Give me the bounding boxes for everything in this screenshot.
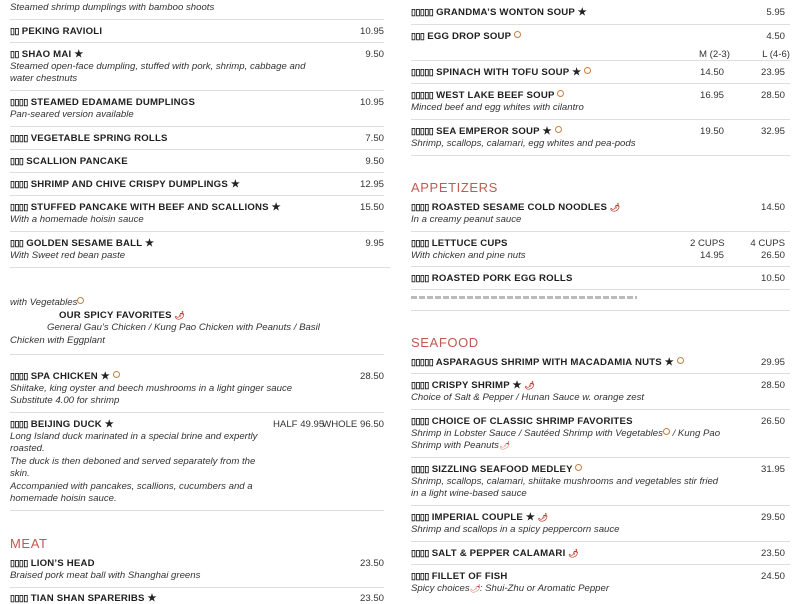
section-title-seafood: SEAFOOD [411,335,479,350]
item-description: Spicy choices🌶: Shui-Zhu or Aromatic Pepper [411,583,610,594]
menu-item-spa-chicken: ▯▯▯▯ SPA CHICKEN ★ [10,371,120,382]
divider [411,231,790,232]
item-description: Steamed open-face dumpling, stuffed with pork, shrimp, cabbage and water chestnuts [10,61,306,85]
price-medium: 16.95 [700,90,725,101]
chili-icon: 🌶 [174,311,185,320]
price-whole: WHOLE 96.50 [322,419,384,430]
star-icon: ★ [572,67,582,78]
star-icon: ★ [145,238,155,249]
divider [411,541,790,542]
chili-icon: 🌶 [498,441,510,450]
menu-item-sesame-cold-noodles: ▯▯▯▯ ROASTED SESAME COLD NOODLES 🌶 [411,202,621,213]
item-description: Braised pork meat ball with Shanghai greens [10,570,201,581]
item-description: Shrimp, scallops, calamari, shiitake mushrooms and vegetables stir fried in a light wine-based sauce [411,476,719,500]
divider [10,510,384,511]
item-price: 12.95 [359,179,384,190]
chili-icon: 🌶 [537,513,549,522]
menu-item-salt-pepper-calamari: ▯▯▯▯ SALT & PEPPER CALAMARI 🌶 [411,548,579,559]
price-large: 23.95 [760,67,785,78]
menu-item-peking-ravioli: ▯▯ PEKING RAVIOLI [10,26,103,37]
divider [10,149,384,150]
vegetarian-icon [514,31,521,38]
item-price: 9.95 [365,238,384,249]
size-header-medium: M (2-3) [699,49,730,60]
star-icon: ★ [74,49,84,60]
chili-icon: 🌶 [469,584,480,593]
section-title-meat: MEAT [10,536,48,551]
star-icon: ★ [271,202,281,213]
star-icon: ★ [100,371,110,382]
item-price: 4.50 [766,31,785,42]
star-icon: ★ [525,512,536,523]
star-icon: ★ [230,179,240,190]
menu-item-classic-shrimp-favorites: ▯▯▯▯ CHOICE OF CLASSIC SHRIMP FAVORITES [411,416,633,427]
menu-item-scallion-pancake: ▯▯▯ SCALLION PANCAKE [10,156,128,167]
vegetarian-icon [584,67,591,74]
chili-icon: 🌶 [524,381,535,390]
divider [10,172,384,173]
item-price: 31.95 [760,464,785,475]
vegetarian-icon [663,428,670,435]
item-price: 10.95 [359,97,384,108]
divider [10,587,384,588]
divider [411,60,790,61]
chili-icon: 🌶 [610,203,621,212]
item-description: Shiitake, king oyster and beech mushrooms in a light ginger sauce [10,383,293,394]
divider [411,289,790,290]
section-title-appetizers: APPETIZERS [411,180,498,195]
star-icon: ★ [577,7,587,18]
item-description: Choice of Salt & Pepper / Hunan Sauce w. orange zest [411,392,645,403]
item-price: 26.50 [760,416,785,427]
item-description: The duck is then deboned and served separately from the skin. [10,456,256,480]
cups-header-four: 4 CUPS [750,238,785,249]
price-half: HALF 49.95 [273,419,325,430]
menu-item-spinach-tofu-soup: ▯▯▯▯▯ SPINACH WITH TOFU SOUP ★ [411,67,591,78]
vegetarian-icon [77,297,84,304]
item-price: 10.95 [359,26,384,37]
menu-item-stuffed-pancake: ▯▯▯▯ STUFFED PANCAKE WITH BEEF AND SCALLIONS ★ [10,202,281,213]
star-icon: ★ [664,357,674,368]
menu-item-asparagus-shrimp: ▯▯▯▯▯ ASPARAGUS SHRIMP WITH MACADAMIA NUTS ★ [411,357,684,368]
menu-item-crispy-shrimp: ▯▯▯▯ CRISPY SHRIMP ★ 🌶 [411,380,535,391]
item-description: Substitute 4.00 for shrimp [10,395,120,406]
divider [10,231,384,232]
chili-icon: 🌶 [568,549,579,558]
divider [10,195,384,196]
item-description: Shrimp and scallops in a spicy peppercorn sauce [411,524,620,535]
item-price: 15.50 [359,202,384,213]
price-medium: 19.50 [700,126,725,137]
spicy-favorites-title: OUR SPICY FAVORITES 🌶 [59,310,185,321]
divider [411,24,790,25]
menu-item-spareribs: ▯▯▯▯ TIAN SHAN SPARERIBS ★ [10,593,157,604]
menu-item-shao-mai: ▯▯ SHAO MAI ★ [10,49,84,60]
item-price: 29.50 [760,512,785,523]
menu-item-imperial-couple: ▯▯▯▯ IMPERIAL COUPLE ★ 🌶 [411,512,549,523]
menu-item-golden-sesame-ball: ▯▯▯ GOLDEN SESAME BALL ★ [10,238,155,249]
item-description: Chicken with Eggplant [10,335,105,346]
item-price: 24.50 [760,571,785,582]
item-price: 23.50 [359,593,384,604]
vegetarian-icon [113,371,120,378]
divider [411,266,790,267]
divider [411,409,790,410]
menu-item-vegetable-spring-rolls: ▯▯▯▯ VEGETABLE SPRING ROLLS [10,133,168,144]
item-description: Long Island duck marinated in a special brine and expertly roasted. [10,431,258,455]
item-price: 28.50 [760,380,785,391]
star-icon: ★ [542,126,552,137]
item-price: 23.50 [359,558,384,569]
menu-item-west-lake-beef-soup: ▯▯▯▯▯ WEST LAKE BEEF SOUP [411,90,564,101]
vegetarian-icon [677,357,684,364]
divider [10,354,384,355]
item-price: 28.50 [359,371,384,382]
menu-item-shrimp-chive-dumplings: ▯▯▯▯ SHRIMP AND CHIVE CRISPY DUMPLINGS ★ [10,179,240,190]
divider [411,457,790,458]
vegetarian-icon [555,126,562,133]
item-description: General Gau’s Chicken / Kung Pao Chicken with Peanuts / Basil [47,322,320,333]
item-price: 9.50 [365,49,384,60]
divider [10,267,390,268]
divider [411,564,790,565]
menu-item-sizzling-seafood-medley: ▯▯▯▯ SIZZLING SEAFOOD MEDLEY [411,464,582,475]
item-description: With a homemade hoisin sauce [10,214,144,225]
price-two-cups: 14.95 [700,250,725,261]
item-price: 5.95 [766,7,785,18]
item-description-fragment: with Vegetables [10,297,84,309]
divider [10,90,384,91]
item-description: Steamed shrimp dumplings with bamboo shoots [10,2,215,13]
divider [411,155,790,156]
menu-item-wonton-soup: ▯▯▯▯▯ GRANDMA’S WONTON SOUP ★ [411,7,587,18]
menu-item-steamed-edamame-dumplings: ▯▯▯▯ STEAMED EDAMAME DUMPLINGS [10,97,196,108]
item-description: Minced beef and egg whites with cilantro [411,102,584,113]
divider [10,412,384,413]
cut-off-row [411,296,637,299]
divider [10,42,384,43]
price-four-cups: 26.50 [760,250,785,261]
item-description: Shrimp with Peanuts🌶 [411,440,510,451]
item-price: 10.50 [760,273,785,284]
menu-item-lettuce-cups: ▯▯▯▯ LETTUCE CUPS [411,238,508,249]
item-description: Accompanied with pancakes, scallions, cucumbers and a homemade hoisin sauce. [10,481,253,505]
divider [411,310,790,311]
menu-item-pork-egg-rolls: ▯▯▯▯ ROASTED PORK EGG ROLLS [411,273,573,284]
item-description: With Sweet red bean paste [10,250,126,261]
star-icon: ★ [104,419,114,430]
menu-item-beijing-duck: ▯▯▯▯ BEIJING DUCK ★ [10,419,114,430]
size-header-large: L (4-6) [762,49,790,60]
price-large: 32.95 [760,126,785,137]
menu-item-fillet-of-fish: ▯▯▯▯ FILLET OF FISH [411,571,508,582]
menu-item-egg-drop-soup: ▯▯▯ EGG DROP SOUP [411,31,521,42]
vegetarian-icon [557,90,564,97]
menu-item-sea-emperor-soup: ▯▯▯▯▯ SEA EMPEROR SOUP ★ [411,126,562,137]
divider [10,126,384,127]
item-price: 7.50 [365,133,384,144]
star-icon: ★ [512,380,522,391]
divider [411,83,790,84]
item-price: 23.50 [760,548,785,559]
item-price: 14.50 [760,202,785,213]
item-price: 29.95 [760,357,785,368]
item-description: Pan-seared version available [10,109,134,120]
item-description: Shrimp, scallops, calamari, egg whites and pea-pods [411,138,636,149]
vegetarian-icon [575,464,582,471]
price-large: 28.50 [760,90,785,101]
divider [411,505,790,506]
menu-item-lions-head: ▯▯▯▯ LION’S HEAD [10,558,95,569]
price-medium: 14.50 [700,67,725,78]
item-description: In a creamy peanut sauce [411,214,522,225]
item-description: Shrimp in Lobster Sauce / Sautéed Shrimp with Vegetables / Kung Pao [411,428,721,439]
divider [411,373,790,374]
divider [411,119,790,120]
star-icon: ★ [147,593,157,604]
divider [10,19,384,20]
item-description: With chicken and pine nuts [411,250,526,261]
item-price: 9.50 [365,156,384,167]
cups-header-two: 2 CUPS [690,238,725,249]
